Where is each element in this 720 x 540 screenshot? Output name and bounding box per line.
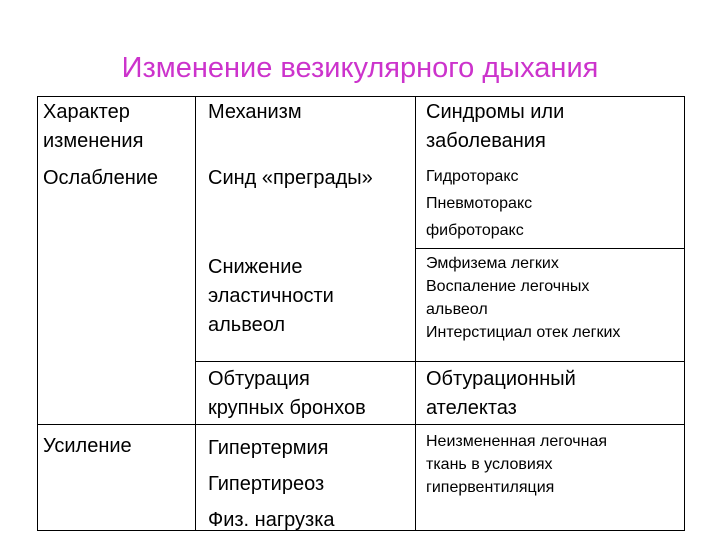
header-line: Синдромы или <box>426 101 565 123</box>
mechanism-line: альвеол <box>208 314 286 336</box>
disease-item: гипервентиляция <box>426 479 555 496</box>
mechanism-line: Физ. нагрузка <box>208 509 335 531</box>
mechanism-line: крупных бронхов <box>208 397 366 419</box>
row-diseases <box>426 252 620 344</box>
disease-item: ткань в условиях <box>426 456 553 473</box>
row-diseases <box>426 430 607 499</box>
column-divider <box>415 97 416 530</box>
header-line: заболевания <box>426 130 546 152</box>
row-divider <box>195 361 684 362</box>
disease-item: фиброторакс <box>426 222 524 239</box>
slide-title: Изменение везикулярного дыхания <box>121 52 599 84</box>
column-divider <box>195 97 196 530</box>
row-weakening-label: Ослабление <box>43 167 159 189</box>
row-mechanism: Синд «преграды» <box>208 167 373 189</box>
disease-item: Обтурационный <box>426 368 576 390</box>
row-divider <box>415 248 684 249</box>
disease-item: Пневмоторакс <box>426 195 533 212</box>
header-line: изменения <box>43 130 144 152</box>
mechanism-line: Обтурация <box>208 368 310 390</box>
breath-sounds-table <box>37 96 685 531</box>
disease-item: Интерстициал отек легких <box>426 324 621 341</box>
mechanism-line: Гипертермия <box>208 437 329 459</box>
mechanism-line: эластичности <box>208 285 334 307</box>
disease-item: Эмфизема легких <box>426 255 559 272</box>
disease-item: Воспаление легочных <box>426 278 590 295</box>
disease-item: альвеол <box>426 301 488 318</box>
mechanism-line: Снижение <box>208 256 303 278</box>
row-enhancement-label: Усиление <box>43 435 132 457</box>
mechanism-line: Гипертиреоз <box>208 473 325 495</box>
row-diseases <box>426 365 576 423</box>
row-divider <box>38 424 684 425</box>
disease-item: ателектаз <box>426 397 517 419</box>
header-mechanism: Механизм <box>208 101 302 123</box>
disease-item: Неизмененная легочная <box>426 433 608 450</box>
header-line: Характер <box>43 101 130 123</box>
row-diseases <box>426 163 532 244</box>
row-mechanism <box>208 365 366 423</box>
disease-item: Гидроторакс <box>426 168 519 185</box>
row-mechanism <box>208 430 335 538</box>
header-syndromes <box>426 98 564 156</box>
header-character <box>43 98 143 156</box>
row-mechanism <box>208 253 334 340</box>
